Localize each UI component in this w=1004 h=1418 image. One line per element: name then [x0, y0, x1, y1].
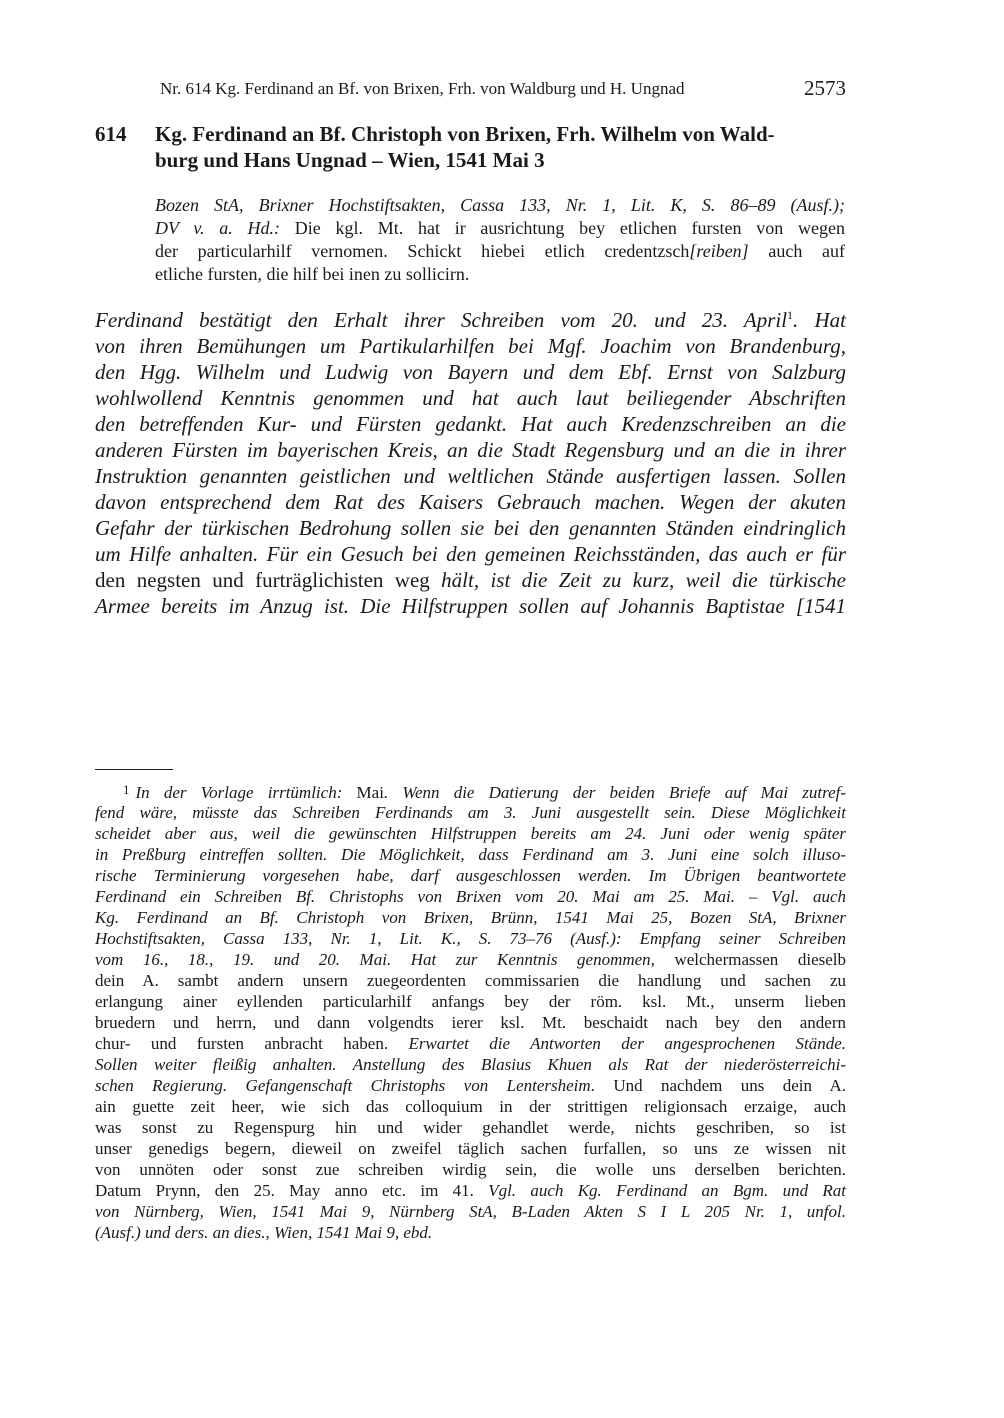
footnote-line: Hochstiftsakten, Cassa 133, Nr. 1, Lit. K., S. 73–76 (Ausf.): Empfang seiner Schreiben: [95, 929, 846, 948]
summary-line: den negsten und furträglichisten weg hält, ist die Zeit zu kurz, weil die türkische: [95, 568, 846, 592]
summary-line: wohlwollend Kenntnis genommen und hat auch laut beiliegender Abschriften: [95, 386, 846, 410]
source-dv-label: DV v. a. Hd.:: [155, 218, 281, 238]
footnote-line: chur- und fursten anbracht haben. Erwartet die Antworten der angesprochenen Stände.: [95, 1034, 846, 1053]
footnote-separator: [95, 769, 173, 770]
footnote-number: 1: [123, 782, 130, 797]
source-dorsal-line: der particularhilf vernomen. Schickt hiebei etlich credentzsch[reiben] auch auf: [155, 241, 845, 261]
footnote-line: von Nürnberg, Wien, 1541 Mai 9, Nürnberg StA, B-Laden Akten S I L 205 Nr. 1, unfol.: [95, 1202, 846, 1221]
footnote-line: (Ausf.) und ders. an dies., Wien, 1541 Mai 9, ebd.: [95, 1223, 433, 1242]
footnote-line: scheidet aber aus, weil die gewünschten Hilfstruppen bereits am 24. Juni oder wenig später: [95, 824, 846, 843]
source-dorsal-line: [155, 219, 845, 237]
footnote-line: erlangung ainer eyllenden particularhilf anfangs bey der röm. ksl. Mt., unserm lieben: [95, 992, 846, 1011]
footnote-reference: 1: [787, 308, 794, 322]
summary-line: Instruktion genannten geistlichen und weltlichen Stände ausfertigen lassen. Sollen: [95, 464, 846, 488]
footnote-line: vom 16., 18., 19. und 20. Mai. Hat zur Kenntnis genommen, welchermassen dieselb: [95, 950, 846, 969]
quoted-source-text: den negsten und furträglichisten weg: [95, 568, 430, 592]
source-dorsal-line: etliche fursten, die hilf bei inen zu sollicirn.: [155, 264, 470, 284]
footnote-line: rische Terminierung vorgesehen habe, darf ausgeschlossen werden. Im Übrigen beantwortete: [95, 866, 846, 885]
summary-line: anderen Fürsten im bayerischen Kreis, an die Stadt Regensburg und an die in ihrer: [95, 438, 846, 462]
footnote-line: Datum Prynn, den 25. May anno etc. im 41. Vgl. auch Kg. Ferdinand an Bgm. und Rat: [95, 1181, 846, 1200]
footnote-line: unser genedigs begern, dieweil on zweifel täglich sachen furfallen, so uns ze wissen nit: [95, 1139, 846, 1158]
summary-line: um Hilfe anhalten. Für ein Gesuch bei den gemeinen Reichsständen, das auch er für: [95, 542, 846, 566]
summary-line: den betreffenden Kur- und Fürsten gedankt. Hat auch Kredenzschreiben an die: [95, 412, 846, 436]
summary-line: Gefahr der türkischen Bedrohung sollen sie bei den genannten Ständen eindringlich: [95, 516, 846, 540]
document-number: 614: [95, 122, 127, 146]
editorial-bracket: [reiben]: [689, 241, 749, 261]
document-title-line: burg und Hans Ungnad – Wien, 1541 Mai 3: [155, 148, 545, 172]
footnote-line: Sollen weiter fleißig anhalten. Anstellung des Blasius Khuen als Rat der niederösterreichi-: [95, 1055, 846, 1074]
footnote-line: ain guette zeit heer, wie sich das colloquium in der strittigen religionsach erzaige, auch: [95, 1097, 846, 1116]
footnote-line: in Preßburg eintreffen sollten. Die Möglichkeit, dass Ferdinand am 3. Juni eine solch illuso-: [95, 845, 846, 864]
summary-line: davon entsprechend dem Rat des Kaisers Gebrauch machen. Wegen der akuten: [95, 490, 846, 514]
footnote-line: Kg. Ferdinand an Bf. Christoph von Brixen, Brünn, 1541 Mai 25, Bozen StA, Brixner: [95, 908, 846, 927]
footnote-line: was sonst zu Regenspurg hin und wider gehandlet werde, nichts geschriben, so ist: [95, 1118, 846, 1137]
summary-line: von ihren Bemühungen um Partikularhilfen bei Mgf. Joachim von Brandenburg,: [95, 334, 846, 358]
summary-line: den Hgg. Wilhelm und Ludwig von Bayern und dem Ebf. Ernst von Salzburg: [95, 360, 846, 384]
source-dv-text: Die kgl. Mt. hat ir ausrichtung bey etlichen fursten von wegen: [280, 218, 845, 238]
running-header-text: Nr. 614 Kg. Ferdinand an Bf. von Brixen, Frh. von Waldburg und H. Ungnad: [160, 79, 685, 98]
page-number: 2573: [804, 76, 846, 100]
document-title-line: Kg. Ferdinand an Bf. Christoph von Brixen, Frh. Wilhelm von Wald-: [155, 122, 775, 146]
footnote-line: dein A. sambt andern unsern zuegeordenten commissarien die handlung und sachen zu: [95, 971, 846, 990]
source-archive: Bozen StA, Brixner Hochstiftsakten, Cassa 133, Nr. 1, Lit. K, S. 86–89 (Ausf.);: [155, 195, 845, 215]
footnote-line: schen Regierung. Gefangenschaft Christophs von Lentersheim. Und nachdem uns dein A.: [95, 1076, 847, 1095]
footnote-line: $^1$ In der Vorlage irrtümlich: Mai. Wenn die Datierung der beiden Briefe auf Mai zutref-: [123, 782, 846, 802]
footnote-line: fend wäre, müsste das Schreiben Ferdinands am 3. Juni ausgestellt sein. Diese Möglichkeit: [95, 803, 846, 822]
summary-line: Armee bereits im Anzug ist. Die Hilfstruppen sollen auf Johannis Baptistae [1541: [95, 594, 846, 618]
footnote-line: Ferdinand ein Schreiben Bf. Christophs von Brixen vom 20. Mai am 25. Mai. – Vgl. auch: [95, 887, 846, 906]
footnote-line: bruedern und herrn, und dann volgendts ierer ksl. Mt. beschaidt nach bey den andern: [95, 1013, 846, 1032]
footnote-line: von unnöten oder sonst zue schreiben wirdig sein, die wolle uns derselben berichten.: [95, 1160, 846, 1179]
summary-line: Ferdinand bestätigt den Erhalt ihrer Schreiben vom 20. und 23. April$^1$. Hat: [95, 308, 846, 332]
